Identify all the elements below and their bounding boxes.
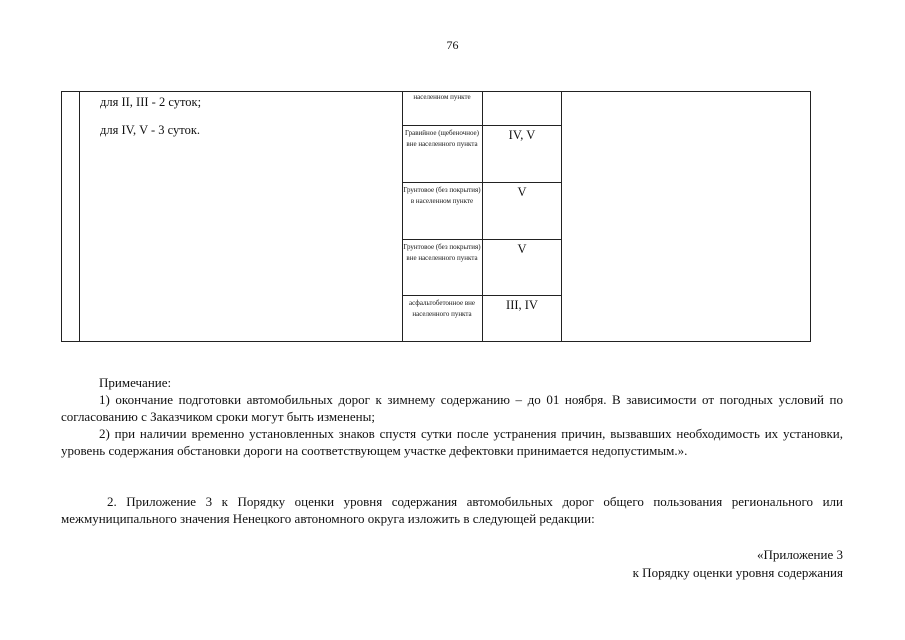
section-2-paragraph: 2. Приложение 3 к Порядку оценки уровня содержания автомобильных дорог общего пользования регионального или межмуниципального значения Ненецкого автономного округа изложить в следующей редакции: (61, 494, 843, 526)
table-row-divider (402, 295, 561, 296)
page-number: 76 (446, 38, 459, 52)
maintenance-level-cell: V (517, 185, 527, 199)
road-maintenance-table (61, 91, 811, 342)
table-row-divider (402, 125, 561, 126)
road-type-cell: Гравийное (щебеночное) вне населенного пункта (405, 129, 479, 148)
appendix-subtitle: к Порядку оценки уровня содержания (632, 565, 843, 580)
appendix-title: «Приложение 3 (756, 547, 843, 562)
note-title: Примечание: (99, 375, 172, 390)
road-type-cell: населенном пункте (413, 93, 471, 101)
maintenance-level-cell: III, IV (506, 298, 538, 312)
table-column-divider (79, 92, 80, 341)
road-type-cell: Грунтовое (без покрытия) вне населенного пункта (403, 243, 481, 262)
maintenance-level-cell: V (517, 242, 527, 256)
note-item-1: 1) окончание подготовки автомобильных дорог к зимнему содержанию – до 01 ноября. В зависимости от погодных условий по согласованию с Заказчиком сроки могут быть изменены; (61, 392, 843, 424)
table-column-divider (561, 92, 562, 341)
road-type-cell: Грунтовое (без покрытия) в населенном пункте (403, 186, 481, 205)
road-type-cell: асфальтобетонное вне населенного пункта (408, 299, 476, 318)
table-condition-text: для IV, V - 3 суток. (100, 123, 201, 137)
note-item-2: 2) при наличии временно установленных знаков спустя сутки после устранения причин, вызвавших необходимость их установки, уровень содержания обстановки дороги на соответствующем участке дефектовки принимается недопустимым.». (61, 426, 843, 458)
maintenance-level-cell: IV, V (508, 128, 536, 142)
table-condition-text: для II, III - 2 суток; (100, 95, 202, 109)
table-row-divider (402, 239, 561, 240)
table-row-divider (402, 182, 561, 183)
